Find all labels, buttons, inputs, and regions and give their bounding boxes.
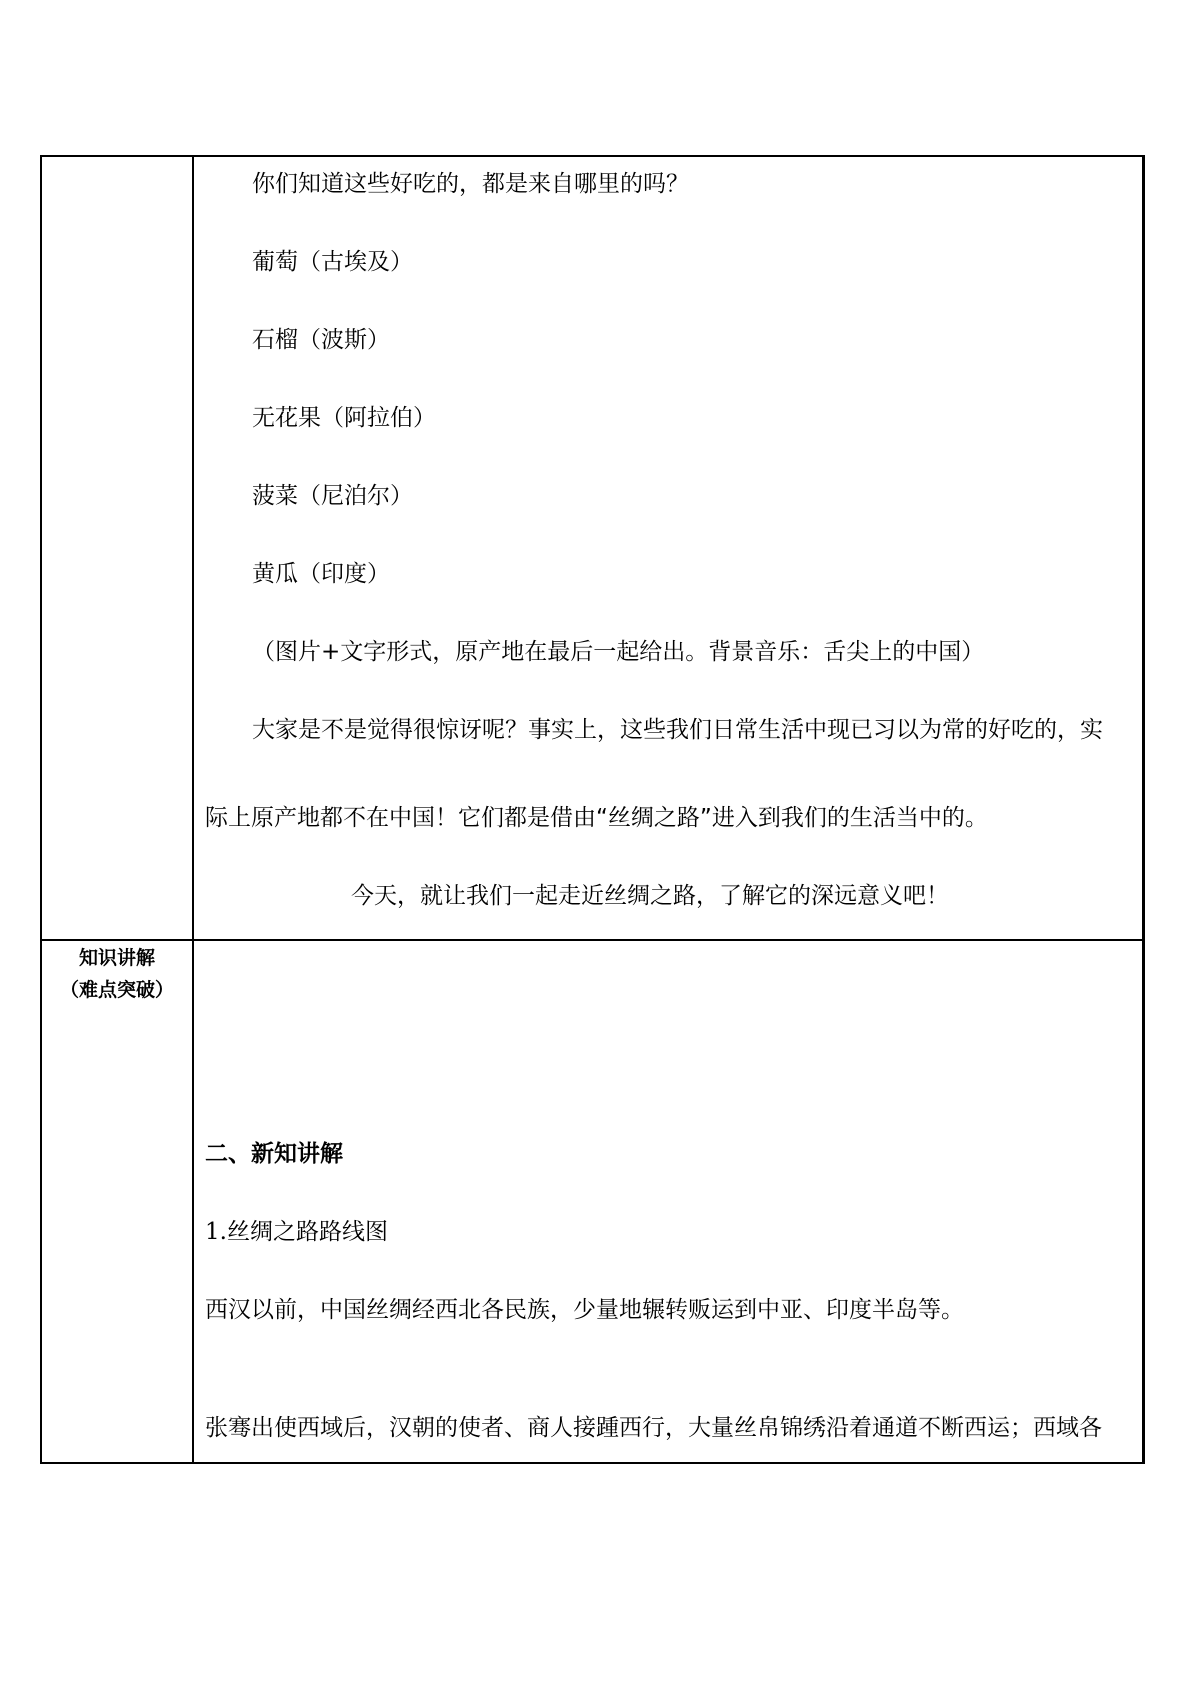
knowledge-sublabel: （难点突破）: [59, 979, 174, 1001]
food-item-grape: 葡萄（古埃及）: [252, 249, 413, 275]
knowledge-paragraph-1: 西汉以前，中国丝绸经西北各民族，少量地辗转贩运到中亚、印度半岛等。: [205, 1297, 964, 1323]
intro-label-cell: [41, 156, 193, 940]
intro-content-cell: [193, 156, 1144, 940]
section-subheading: 1.丝绸之路路线图: [205, 1219, 388, 1245]
knowledge-content-cell: [193, 940, 1144, 1463]
knowledge-label-cell: [41, 940, 193, 1463]
food-item-pomegranate: 石榴（波斯）: [252, 327, 390, 353]
knowledge-row: [41, 940, 1144, 1463]
intro-paragraph-line-2: 际上原产地都不在中国！它们都是借由“丝绸之路”进入到我们的生活当中的。: [205, 805, 988, 831]
food-item-fig: 无花果（阿拉伯）: [252, 405, 436, 431]
lesson-plan-table: [40, 155, 1145, 1464]
intro-row: [41, 156, 1144, 940]
intro-paragraph-line-1: 大家是不是觉得很惊讶呢？事实上，这些我们日常生活中现已习以为常的好吃的，实: [252, 717, 1103, 743]
knowledge-paragraph-2: 张骞出使西域后，汉朝的使者、商人接踵西行，大量丝帛锦绣沿着通道不断西运；西域各: [205, 1415, 1102, 1441]
knowledge-label: 知识讲解: [78, 947, 155, 969]
section-heading: 二、新知讲解: [205, 1141, 343, 1167]
intro-note: （图片+文字形式，原产地在最后一起给出。背景音乐：舌尖上的中国）: [252, 639, 985, 665]
food-item-cucumber: 黄瓜（印度）: [252, 561, 390, 587]
intro-closing: 今天，就让我们一起走近丝绸之路，了解它的深远意义吧！: [351, 883, 949, 909]
intro-question: 你们知道这些好吃的，都是来自哪里的吗？: [252, 171, 689, 197]
food-item-spinach: 菠菜（尼泊尔）: [252, 483, 413, 509]
